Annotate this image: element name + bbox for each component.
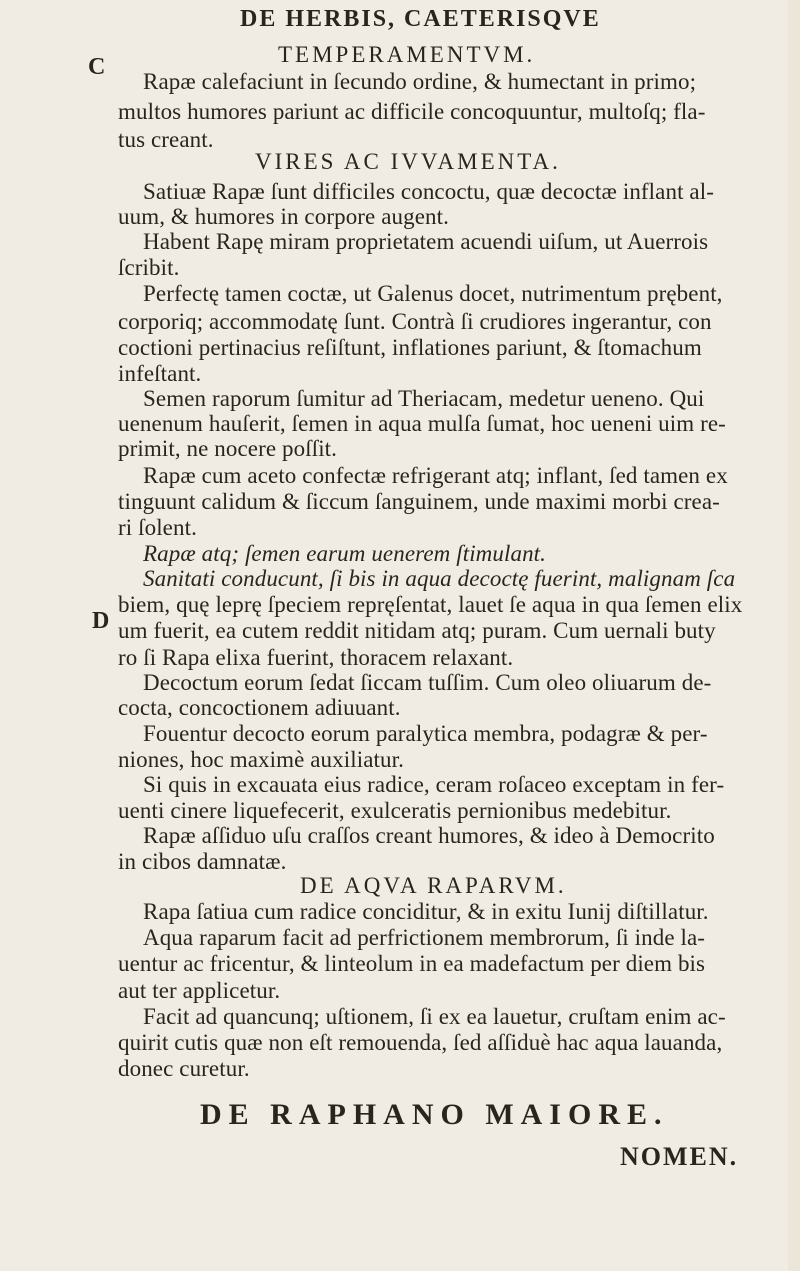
text-line-italic: Sanitati conducunt, ſi bis in aqua decoctę fuerint, malignam ſca [143,566,736,591]
text-line: corporiq; accommodatę ſunt. Contrà ſi crudiores ingerantur, con [118,309,712,334]
text-line: biem, quę leprę ſpeciem repręſentat, lauet ſe aqua in qua ſemen elix [118,592,743,617]
text-line: ri ſolent. [118,515,197,540]
text-line: Satiuæ Rapæ ſunt difficiles concoctu, quæ decoctæ inflant al- [143,179,714,204]
catchword: NOMEN. [620,1142,739,1171]
text-line: Rapæ calefaciunt in ſecundo ordine, & humectant in primo; [143,69,697,94]
text-line: Rapæ cum aceto confectæ refrigerant atq; inflant, ſed tamen ex [143,463,728,488]
text-line: Rapæ aſſiduo uſu craſſos creant humores, & ideo à Democrito [143,823,715,848]
running-head: DE HERBIS, CAETERISQVE [240,6,601,32]
text-line: Si quis in excauata eius radice, ceram roſaceo exceptam in fer- [143,772,725,797]
text-line: Rapa ſatiua cum radice conciditur, & in exitu Iunij diſtillatur. [143,899,709,924]
section-heading-vires: VIRES AC IVVAMENTA. [255,149,561,174]
text-line: Habent Rapę miram proprietatem acuendi uiſum, ut Auerrois [143,229,709,254]
text-line: Aqua raparum facit ad perfrictionem membrorum, ſi inde la- [143,925,706,950]
margin-letter-c: C [88,54,106,80]
text-line: niones, hoc maximè auxiliatur. [118,747,404,772]
text-line: Facit ad quancunq; uſtionem, ſi ex ea lauetur, cruſtam enim ac- [143,1004,726,1029]
text-line: donec curetur. [118,1056,250,1081]
text-line-italic: Rapæ atq; ſemen earum uenerem ſtimulant. [143,541,547,566]
text-line: cocta, concoctionem adiuuant. [118,695,401,720]
section-heading-aqua: DE AQVA RAPARVM. [300,873,567,898]
text-line: tus creant. [118,127,214,152]
text-line: infeſtant. [118,361,202,386]
text-line: ro ſi Rapa elixa fuerint, thoracem relaxant. [118,645,514,670]
text-line: tinguunt calidum & ſiccum ſanguinem, unde maximi morbi crea- [118,489,720,514]
text-line: ſcribit. [118,255,180,280]
text-line: Semen raporum ſumitur ad Theriacam, medetur ueneno. Qui [143,386,705,411]
text-line: Fouentur decocto eorum paralytica membra, podagræ & per- [143,721,708,746]
text-line: uenti cinere liquefecerit, exulceratis pernionibus medebitur. [118,798,672,823]
text-line: aut ter applicetur. [118,978,281,1003]
text-line: uentur ac fricentur, & linteolum in ea madefactum per diem bis [118,951,706,976]
text-line: uenenum hauſerit, ſemen in aqua mulſa ſumat, hoc ueneni uim re- [118,411,726,436]
text-line: in cibos damnatæ. [118,849,287,874]
text-line: Decoctum eorum ſedat ſiccam tuſſim. Cum oleo oliuarum de- [143,670,712,695]
margin-letter-d: D [92,608,110,634]
text-line: uum, & humores in corpore augent. [118,204,449,229]
chapter-heading: DE RAPHANO MAIORE. [200,1098,669,1131]
text-line: coctioni pertinacius reſiſtunt, inflationes pariunt, & ſtomachum [118,335,702,360]
text-line: multos humores pariunt ac difficile concoquuntur, multoſq; fla- [118,99,706,124]
section-heading-temperamentum: TEMPERAMENTVM. [278,42,536,67]
text-line: Perfectę tamen coctæ, ut Galenus docet, nutrimentum prębent, [143,281,723,306]
text-line: quirit cutis quæ non eſt remouenda, ſed aſſiduè hac aqua lauanda, [118,1030,723,1055]
text-line: um fuerit, ea cutem reddit nitidam atq; puram. Cum uernali buty [118,618,716,643]
text-line: primit, ne nocere poſſit. [118,436,338,461]
page-edge [788,0,800,1271]
